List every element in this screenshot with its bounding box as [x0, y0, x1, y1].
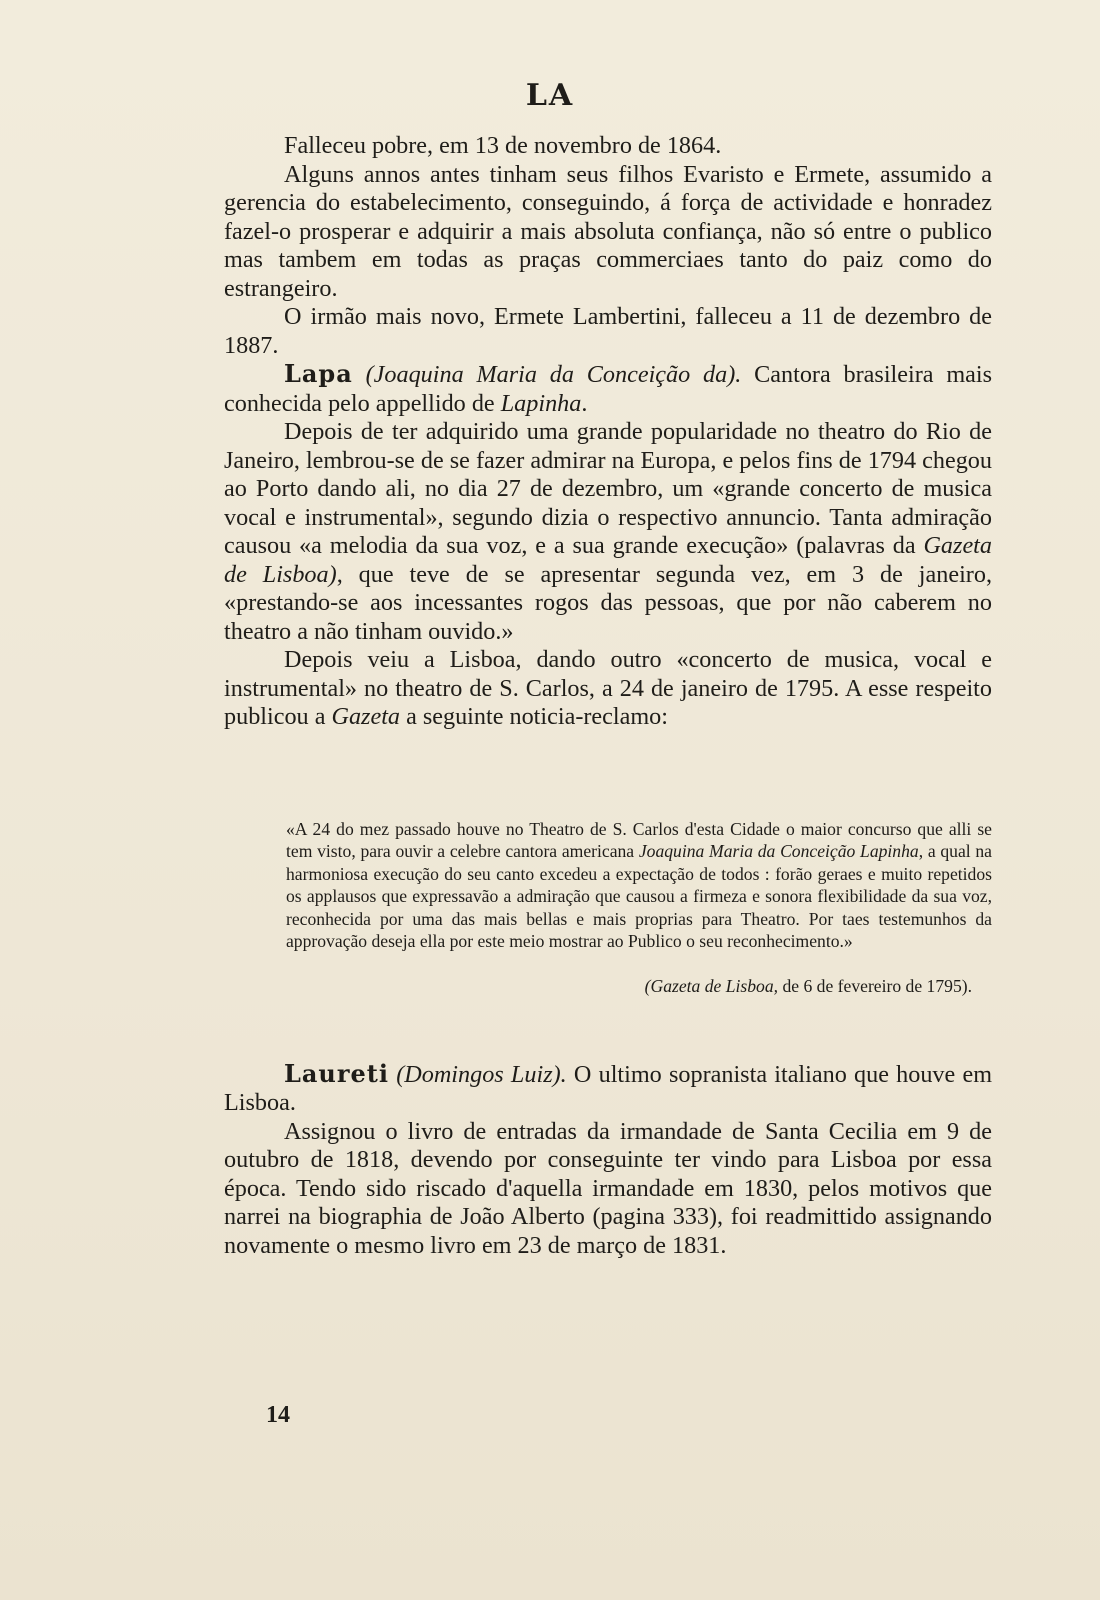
signature-mark: 14: [266, 1402, 290, 1428]
quote-source: (Gazeta de Lisboa, de 6 de fevereiro de 1795).: [644, 976, 972, 997]
entry-nickname: Lapinha: [500, 389, 582, 417]
entry-lapa: Lapa (Joaquina Maria da Conceição da). Cantora brasileira mais conhecida pelo appellido de Lapinha.: [224, 359, 993, 417]
entry-name: (Domingos Luiz).: [396, 1060, 567, 1088]
text-column: [224, 132, 992, 1260]
paragraph: O irmão mais novo, Ermete Lambertini, falleceu a 11 de dezembro de 1887.: [224, 303, 992, 359]
entry-laureti: [224, 1060, 992, 1261]
paragraph: Depois veiu a Lisboa, dando outro «concerto de musica, vocal e instrumental» no theatro de S. Carlos, a 24 de janeiro de 1795. A esse respeito publicou a Gazeta a seguinte noticia-reclamo:: [224, 646, 992, 730]
paragraph: Laureti (Domingos Luiz). O ultimo sopranista italiano que houve em Lisboa.: [224, 1058, 993, 1117]
paragraph: Depois de ter adquirido uma grande popularidade no theatro do Rio de Janeiro, lembrou-se de se fazer admirar na Europa, e pelos fins de 1794 chegou ao Porto dando ali, no dia 27 de dezembro, um «grande concerto de musica vocal e instrumental», segundo dizia o respectivo annuncio. Tanta admiração causou «a melodia da sua voz, e a sua grande execução» (palavras da Gazeta de Lisboa), que teve de se apresentar segunda vez, em 3 de janeiro, «prestando-se aos incessantes rogos das pessoas, que por não caberem no theatro a não tinham ouvido.»: [224, 418, 993, 645]
entry-headword: Lapa: [284, 359, 353, 388]
entry-name: (Joaquina Maria da Conceição da).: [365, 361, 742, 388]
quote-text: «A 24 do mez passado houve no Theatro de S. Carlos d'esta Cidade o maior concurso que alli se tem visto, para ouvir a celebre cantora americana Joaquina Maria da Conceição Lapinha, a qual na harmoniosa execução do seu canto excedeu a expectação de todos : forão geraes e muito repetidos os applausos que expressavão a admiração que causou a firmeza e sonora flexibilidade da sua voz, reconhecida por uma das mais bellas e mais proprias para Theatro. Por taes testemunhos da approvação deseja ella por este meio mostrar ao Publico o seu reconhecimento.»: [286, 818, 992, 952]
running-header: LA: [525, 78, 575, 113]
paragraph: Alguns annos antes tinham seus filhos Evaristo e Ermete, assumido a gerencia do estabelecimento, conseguindo, á força de actividade e honradez fazel-o prosperar e adquirir a mais absoluta confiança, não só entre o publico mas tambem em todas as praças commerciaes tanto do paiz como do estrangeiro.: [224, 160, 992, 302]
entry-headword: Laureti: [284, 1058, 389, 1088]
paragraph: Falleceu pobre, em 13 de novembro de 1864.: [284, 132, 722, 159]
paragraph: Assignou o livro de entradas da irmandade de Santa Cecilia em 9 de outubro de 1818, devendo por conseguinte ter vindo para Lisboa por essa época. Tendo sido riscado d'aquella irmandade em 1830, pelos motivos que narrei na biographia de João Alberto (pagina 333), foi readmittido assignando novamente o mesmo livro em 23 de março de 1831.: [224, 1117, 992, 1259]
block-quote: [224, 818, 992, 998]
